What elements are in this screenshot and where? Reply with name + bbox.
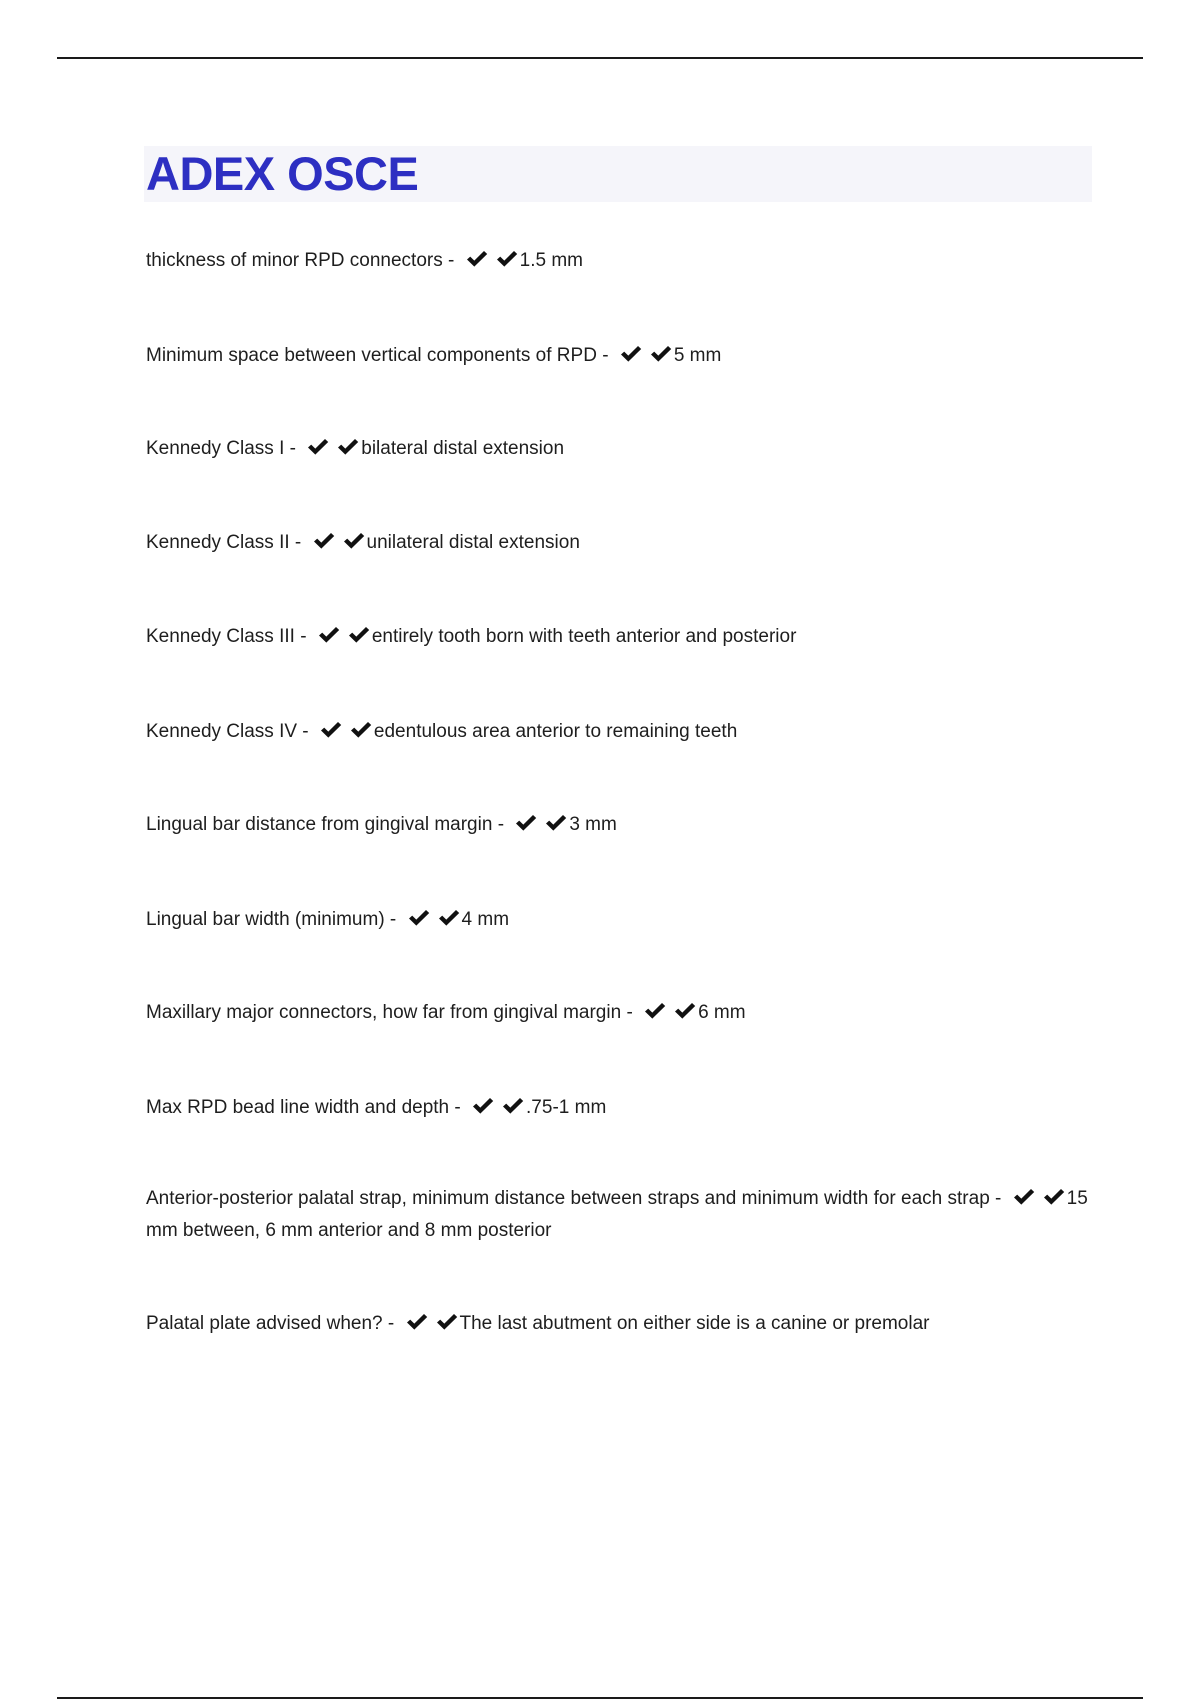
separator: -: [297, 721, 314, 742]
check-icon: [319, 720, 343, 740]
question-text: Lingual bar distance from gingival margin: [146, 814, 493, 835]
qa-item: [146, 997, 1096, 1029]
check-icon: [501, 1096, 525, 1116]
question-text: Max RPD bead line width and depth: [146, 1097, 450, 1118]
check-icon: [347, 625, 371, 645]
question-text: Kennedy Class I: [146, 438, 285, 459]
answer-text: entirely tooth born with teeth anterior and posterior: [371, 626, 797, 647]
separator: -: [294, 626, 312, 647]
document-title: ADEX OSCE: [146, 147, 419, 200]
check-icon: [544, 813, 568, 833]
question-text: Maxillary major connectors, how far from gingival margin: [146, 1002, 622, 1023]
answer-text: edentulous area anterior to remaining teeth: [373, 721, 738, 742]
qa-item: [146, 1183, 1096, 1247]
separator: -: [596, 345, 614, 366]
check-icon: [407, 908, 431, 928]
check-icon: [317, 625, 341, 645]
qa-item: [146, 809, 1096, 841]
answer-text: 4 mm: [461, 909, 510, 930]
check-icon: [435, 1312, 459, 1332]
separator: -: [382, 1313, 400, 1334]
check-icon: [471, 1096, 495, 1116]
check-icon: [312, 531, 336, 551]
qa-item: [146, 621, 1096, 653]
separator: -: [442, 250, 460, 271]
question-text: Palatal plate advised when?: [146, 1313, 383, 1334]
separator: -: [449, 1097, 467, 1118]
answer-text: The last abutment on either side is a canine or premolar: [459, 1313, 930, 1334]
check-icon: [437, 908, 461, 928]
check-icon: [673, 1001, 697, 1021]
check-icon: [465, 249, 489, 269]
check-icon: [1042, 1187, 1066, 1207]
answer-text: 6 mm: [698, 1002, 746, 1023]
answer-text: 3 mm: [569, 814, 617, 835]
answer-text: 1.5 mm: [519, 250, 583, 271]
separator: -: [289, 532, 307, 553]
check-icon: [643, 1001, 667, 1021]
qa-item: [146, 1308, 1096, 1340]
answer-text: bilateral distal extension: [361, 438, 565, 459]
qa-item: [146, 1092, 1096, 1124]
separator: -: [989, 1188, 1007, 1209]
top-rule: [57, 57, 1143, 59]
check-icon: [619, 344, 643, 364]
check-icon: [342, 531, 366, 551]
qa-item: [146, 716, 1096, 748]
question-text: Kennedy Class II: [146, 532, 290, 553]
separator: -: [621, 1002, 639, 1023]
qa-item: [146, 245, 1096, 277]
answer-text: unilateral distal extension: [366, 532, 580, 553]
check-icon: [495, 249, 519, 269]
qa-item: [146, 340, 1096, 372]
question-text: Lingual bar width (minimum): [146, 909, 385, 930]
qa-item: [146, 527, 1096, 559]
question-text: Kennedy Class IV: [146, 721, 298, 742]
answer-text: 15 mm between, 6 mm anterior and 8 mm posterior: [146, 1188, 1088, 1241]
question-text: thickness of minor RPD connectors: [146, 250, 443, 271]
answer-text: 5 mm: [673, 345, 722, 366]
check-icon: [336, 437, 360, 457]
check-icon: [1012, 1187, 1036, 1207]
qa-item: [146, 433, 1096, 465]
check-icon: [649, 344, 673, 364]
separator: -: [384, 909, 402, 930]
check-icon: [405, 1312, 429, 1332]
bottom-rule: [57, 1697, 1143, 1699]
question-text: Minimum space between vertical components of RPD: [146, 345, 597, 366]
check-icon: [349, 720, 373, 740]
qa-item: [146, 904, 1096, 936]
check-icon: [514, 813, 538, 833]
question-text: Kennedy Class III: [146, 626, 295, 647]
question-text: Anterior-posterior palatal strap, minimum distance between straps and minimum width for each strap: [146, 1188, 990, 1209]
answer-text: .75-1 mm: [526, 1097, 607, 1118]
separator: -: [492, 814, 510, 835]
separator: -: [284, 438, 302, 459]
check-icon: [306, 437, 330, 457]
